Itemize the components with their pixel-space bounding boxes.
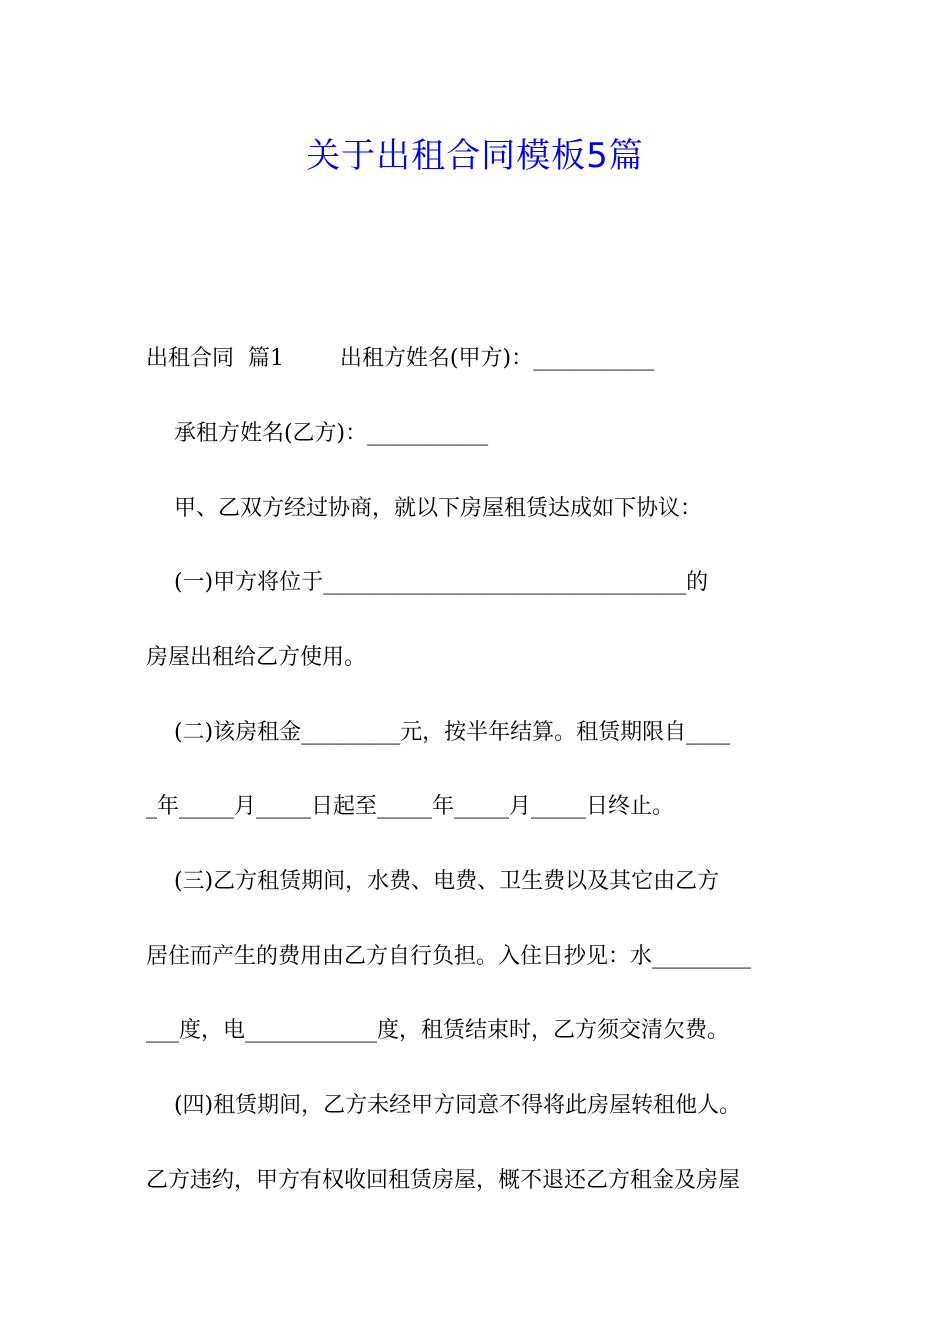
text-line-8: (三)乙方租赁期间，水费、电费、卫生费以及其它由乙方 (146, 869, 720, 894)
text-line-12: 乙方违约，甲方有权收回租赁房屋，概不退还乙方租金及房屋 (146, 1168, 741, 1193)
text-line-9: 居住而产生的费用由乙方自行负担。入住日抄见：水_________ (146, 944, 752, 969)
text-line-2: 承租方姓名(乙方)：___________ (146, 421, 489, 446)
text-line-6: (二)该房租金_________元，按半年结算。租赁期限自____ (146, 720, 731, 745)
text-line-11: (四)租赁期间，乙方未经甲方同意不得将此房屋转租他人。 (146, 1093, 742, 1118)
text-line-5: 房屋出租给乙方使用。 (146, 645, 367, 670)
text-line-4: (一)甲方将位于_________________________________的 (146, 570, 709, 595)
text-line-7: _年_____月_____日起至_____年_____月_____日终止。 (146, 794, 675, 819)
document-title: 关于出租合同模板5篇 (306, 136, 644, 176)
text-line-1: 出租合同 篇1 出租方姓名(甲方)：___________ (146, 346, 655, 371)
text-line-10: ___度，电____________度，租赁结束时，乙方须交清欠费。 (146, 1018, 730, 1043)
text-line-3: 甲、乙双方经过协商，就以下房屋租赁达成如下协议： (146, 496, 702, 521)
